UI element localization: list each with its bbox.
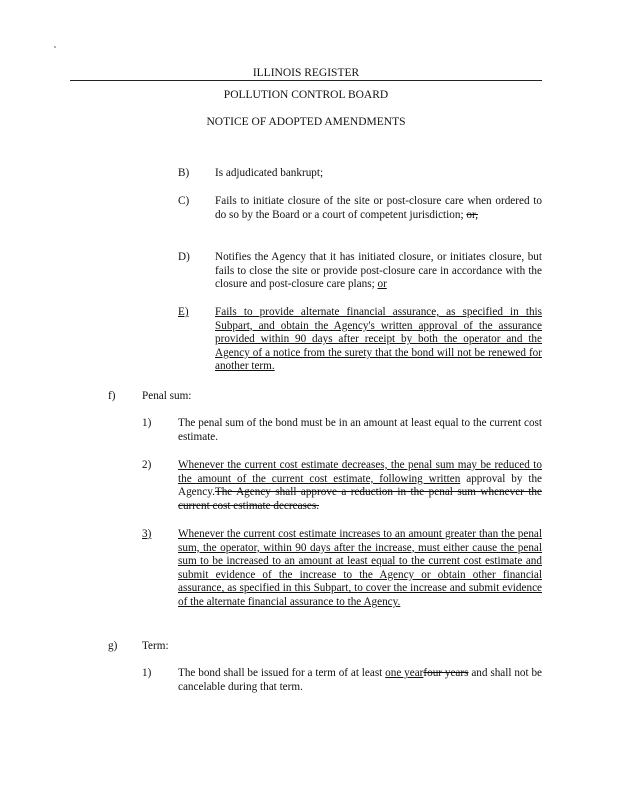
item-g-label: g)	[108, 640, 118, 652]
item-e-label: E)	[178, 306, 189, 318]
item-f2-label: 2)	[142, 459, 152, 471]
item-f2-struck: The Agency shall approve a reduction in the penal sum whenever the current cost estimate decreases.	[178, 486, 542, 512]
item-g1-after: and shall not be cancelable during that term.	[178, 667, 543, 693]
item-f3-label: 3)	[142, 528, 152, 540]
item-f-text: Penal sum:	[142, 390, 192, 402]
item-g1-label: 1)	[142, 667, 152, 679]
item-d-label: D)	[178, 251, 190, 263]
item-g1-struck: four years	[423, 667, 469, 679]
item-c-struck: or,	[466, 208, 479, 221]
item-f1-text: The penal sum of the bond must be in an amount at least equal to the current cost estimate.	[178, 417, 542, 443]
board-title: POLLUTION CONTROL BOARD	[223, 89, 389, 101]
item-g1-text	[178, 667, 542, 694]
item-f2-plain: approval by the Agency.	[178, 472, 543, 499]
item-g1-inserted: one year	[385, 667, 424, 679]
item-d-inserted: or	[377, 278, 387, 291]
item-f2-text	[178, 459, 542, 513]
item-f1-label: 1)	[142, 417, 152, 429]
item-b-label: B)	[178, 167, 190, 179]
notice-title: NOTICE OF ADOPTED AMENDMENTS	[206, 116, 406, 128]
item-b-text: Is adjudicated bankrupt;	[215, 167, 324, 179]
item-d-body: Notifies the Agency that it has initiated closure, or initiates closure, but fails to close the site or provide post-closure care in accordance with the closure and post-closure care plans;	[215, 251, 542, 291]
register-title: ILLINOIS REGISTER	[252, 67, 360, 79]
item-c-text	[215, 195, 542, 222]
item-g-text: Term:	[142, 640, 169, 652]
item-c-body: Fails to initiate closure of the site or post-closure care when ordered to do so by the Board or a court of competent jurisdiction;	[215, 195, 542, 221]
item-f3-text: Whenever the current cost estimate increases to an amount greater than the penal sum, the operator, within 90 days after the increase, must either cause the penal sum to be increased to an amount at least equal to the current cost estimate and submit evidence of the increase to the Agency or obtain other financial assurance, as specified in this Subpart, to cover the increase and submit evidence of the alternate financial assurance to the Agency.	[178, 528, 542, 608]
register-header	[70, 66, 542, 129]
item-e-text: Fails to provide alternate financial assurance, as specified in this Subpart, and obtain the Agency's written approval of the assurance provided within 90 days after receipt by both the operator and the Agency of a notice from the surety that the bond will not be renewed for another term.	[215, 306, 542, 373]
item-f2-inserted: Whenever the current cost estimate decreases, the penal sum may be reduced to the amount of the current cost estimate, following written	[178, 459, 542, 485]
header-rule	[70, 80, 542, 81]
item-c-label: C)	[178, 195, 190, 207]
item-d-text	[215, 251, 542, 292]
scan-speck	[54, 46, 56, 48]
item-g1-before: The bond shall be issued for a term of at least	[178, 667, 383, 679]
item-f-label: f)	[108, 390, 116, 402]
